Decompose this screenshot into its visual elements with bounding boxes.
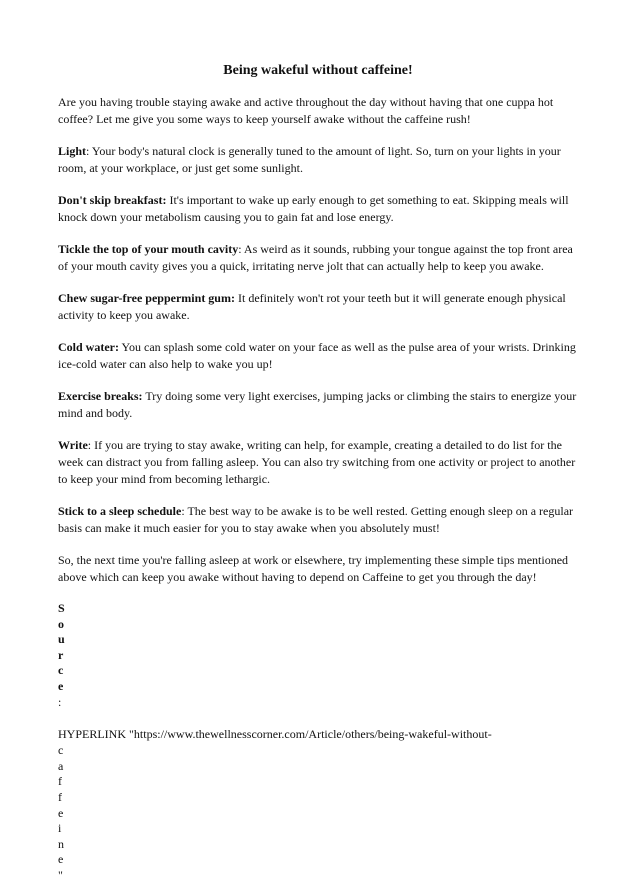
source-colon: :	[58, 694, 62, 709]
hyperlink-char: e	[58, 805, 64, 820]
tip-term: Chew sugar-free peppermint gum:	[58, 291, 235, 305]
source-char: c	[58, 663, 64, 678]
tip-text: It definitely won't rot your teeth but it will generate enough physical activity to keep you awake.	[58, 291, 566, 322]
tip-separator: :	[181, 504, 185, 518]
tip-text: As weird as it sounds, rubbing your tongue against the top front area of your mouth cavity gives you a quick, irritating nerve jolt that can actually help to keep you awake.	[58, 242, 573, 273]
tip-term: Light	[58, 144, 87, 158]
tip-term: Cold water:	[58, 340, 119, 354]
tip-text: It's important to wake up early enough to get something to eat. Skipping meals will knock down your metabolism causing you to gain fat and lose energy.	[58, 193, 569, 224]
hyperlink-char: f	[58, 774, 62, 789]
closing-paragraph: So, the next time you're falling asleep at work or elsewhere, try implementing these simple tips mentioned above which can keep you awake without having to depend on Caffeine to get you through the day!	[58, 553, 569, 584]
tip-separator: :	[238, 242, 242, 256]
tip-text: Try doing some very light exercises, jumping jacks or climbing the stairs to energize your mind and body.	[58, 389, 577, 420]
hyperlink-char: n	[58, 836, 64, 851]
document-page	[58, 62, 578, 884]
tip-text: You can splash some cold water on your face as well as the pulse area of your wrists. Drinking ice-cold water can also help to wake you up!	[58, 340, 576, 371]
tips-list	[58, 143, 578, 537]
tip-text: Your body's natural clock is generally tuned to the amount of light. So, turn on your lights in your room, at your workplace, or just get some sunlight.	[58, 144, 561, 175]
tip-paragraph	[58, 290, 578, 324]
tip-paragraph	[58, 143, 578, 177]
tip-paragraph	[58, 437, 578, 488]
tip-paragraph	[58, 339, 578, 373]
source-char: r	[58, 647, 64, 662]
hyperlink-char: i	[58, 821, 62, 836]
tip-separator: :	[87, 438, 92, 452]
source-char: u	[58, 632, 65, 647]
hyperlink-tail	[58, 743, 578, 883]
hyperlink-char: e	[58, 852, 64, 867]
source-char: e	[58, 678, 64, 693]
document-title: Being wakeful without caffeine!	[223, 63, 413, 78]
tip-term: Write	[58, 438, 88, 452]
hyperlink-text[interactable]: HYPERLINK "https://www.thewellnesscorner.com/Article/others/being-wakeful-without-	[58, 727, 492, 742]
hyperlink-char: f	[58, 789, 62, 804]
tip-separator: :	[86, 144, 90, 158]
hyperlink-char: "	[58, 867, 63, 882]
source-char: S	[58, 601, 65, 615]
tip-text: If you are trying to stay awake, writing can help, for example, creating a detailed to do list for the week can distract you from falling asleep. You can also try switching from one activity or project to another to keep your mind from becoming lethargic.	[58, 438, 576, 486]
tip-term: Stick to a sleep schedule	[58, 504, 182, 518]
source-char: o	[58, 616, 64, 631]
tip-paragraph	[58, 503, 578, 537]
source-label	[58, 601, 578, 695]
tip-paragraph	[58, 388, 578, 422]
tip-term: Tickle the top of your mouth cavity	[58, 242, 239, 256]
hyperlink-char: a	[58, 758, 64, 773]
tip-term: Exercise breaks:	[58, 389, 143, 403]
tip-paragraph	[58, 241, 578, 275]
hyperlink-char: c	[58, 743, 64, 758]
tip-term: Don't skip breakfast:	[58, 193, 167, 207]
intro-paragraph: Are you having trouble staying awake and active throughout the day without having that one cuppa hot coffee? Let me give you some ways to keep yourself awake without the caffeine rush!	[58, 95, 554, 126]
tip-paragraph	[58, 192, 578, 226]
tip-text: The best way to be awake is to be well rested. Getting enough sleep on a regular basis can make it much easier for you to stay awake when you absolutely must!	[58, 504, 574, 535]
